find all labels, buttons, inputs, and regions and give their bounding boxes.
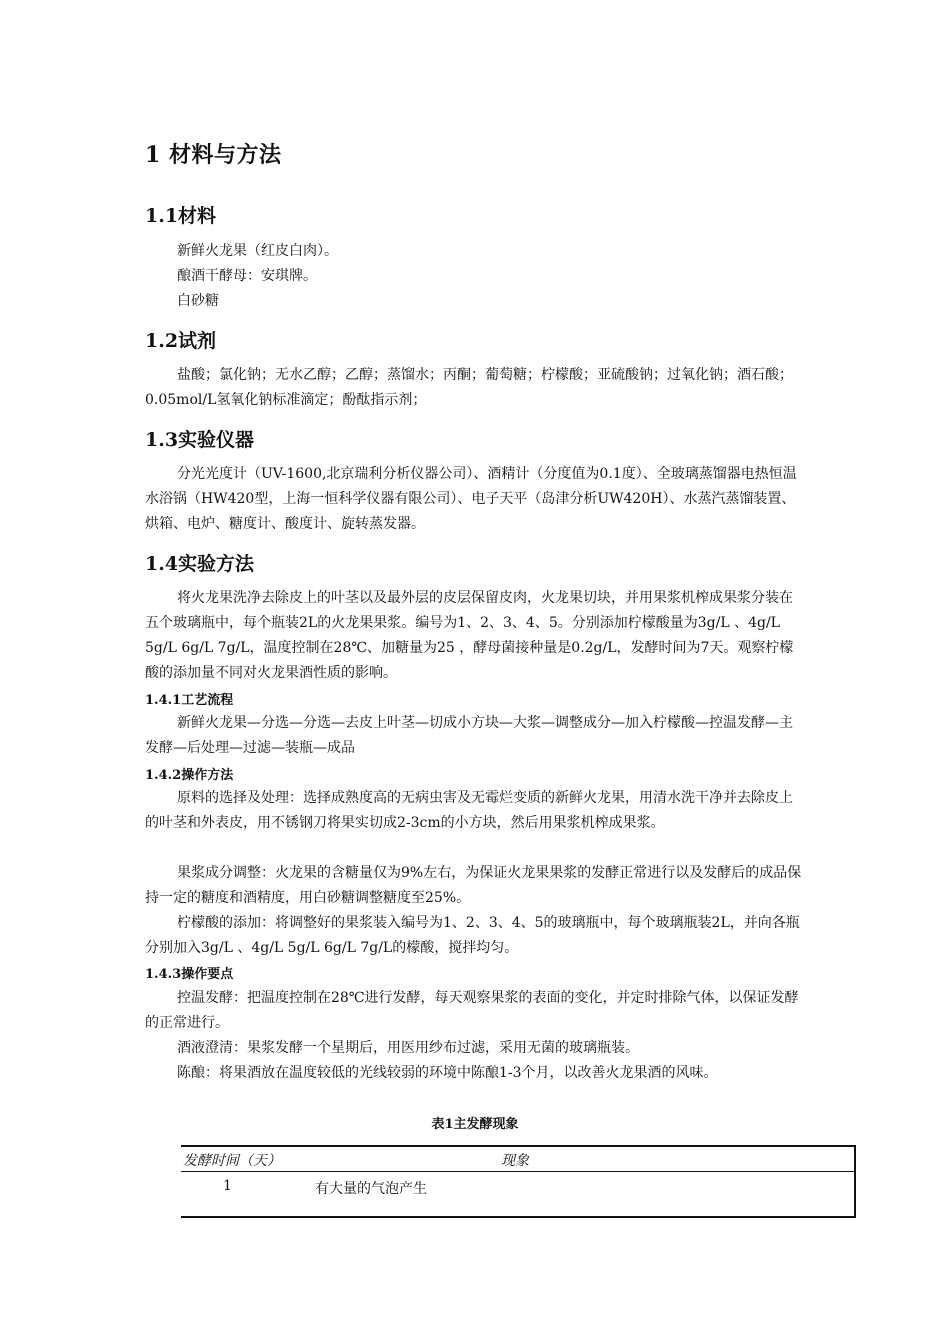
method-paragraph: 将火龙果洗净去除皮上的叶茎以及最外层的皮层保留皮肉，火龙果切块，并用果浆机榨成果浆分装在五个玻璃瓶中，每个瓶装2L的火龙果果浆。编号为1、2、3、4、5。分别添加柠檬酸量为3g/L 、4g/L 5g/L 6g/L 7g/L，温度控制在28℃、加糖量为25 ，酵母菌接种量是0.2g/L，发酵时间为7天。观察柠檬酸的添加量不同对火龙果酒性质的影响。 (145, 590, 794, 681)
operation-paragraph: 果浆成分调整：火龙果的含糖量仅为9%左右，为保证火龙果果浆的发酵正常进行以及发酵后的成品保持一定的糖度和酒精度，用白砂糖调整糖度至25%。 (145, 865, 802, 906)
heading-reagents: 1.2试剂 (145, 330, 217, 352)
table-header-rule (181, 1171, 856, 1172)
table-top-rule (181, 1145, 856, 1147)
heading-operation: 1.4.2操作方法 (145, 768, 234, 783)
section-title: 1 材料与方法 (145, 142, 282, 168)
materials-line: 新鲜火龙果（红皮白肉）。 (177, 243, 338, 259)
heading-instruments: 1.3实验仪器 (145, 429, 255, 451)
materials-line: 白砂糖 (177, 293, 219, 309)
table-bottom-rule (181, 1216, 856, 1218)
reagents-paragraph: 盐酸；氯化钠；无水乙醇；乙醇；蒸馏水；丙酮；葡萄糖；柠檬酸；亚硫酸钠；过氧化钠；酒石酸；0.05mol/L氢氧化钠标准滴定；酚酞指示剂； (145, 367, 793, 408)
table-header-time: 发酵时间（天） (183, 1153, 281, 1169)
key-points-paragraph: 酒液澄清：果浆发酵一个星期后，用医用纱布过滤，采用无菌的玻璃瓶装。 (177, 1040, 639, 1056)
key-points-paragraph: 陈酿：将果酒放在温度较低的光线较弱的环境中陈酿1-3个月，以改善火龙果酒的风味。 (177, 1065, 718, 1081)
operation-paragraph: 柠檬酸的添加：将调整好的果浆装入编号为1、2、3、4、5的玻璃瓶中，每个玻璃瓶装2L，并向各瓶分别加入3g/L 、4g/L 5g/L 6g/L 7g/L的檬酸，搅拌均匀。 (145, 915, 800, 956)
table-caption: 表1主发酵现象 (431, 1117, 519, 1132)
table-cell-phenomenon: 有大量的气泡产生 (315, 1181, 427, 1197)
heading-process-flow: 1.4.1工艺流程 (145, 693, 234, 708)
table-cell-day: 1 (223, 1178, 232, 1194)
fermentation-table (181, 1145, 856, 1218)
operation-paragraph: 原料的选择及处理：选择成熟度高的无病虫害及无霉烂变质的新鲜火龙果，用清水洗干净并去除皮上的叶茎和外表皮，用不锈钢刀将果实切成2-3cm的小方块，然后用果浆机榨成果浆。 (145, 790, 793, 831)
materials-line: 酿酒干酵母：安琪牌。 (177, 268, 317, 284)
process-flow-paragraph: 新鲜火龙果—分选—分选—去皮上叶茎—切成小方块—大浆—调整成分—加入柠檬酸—控温发酵—主发酵—后处理—过滤—装瓶—成品 (145, 715, 793, 756)
instruments-paragraph: 分光光度计（UV-1600,北京瑞利分析仪器公司）、酒精计（分度值为0.1度）、全玻璃蒸馏器电热恒温水浴锅（HW420型，上海一恒科学仪器有限公司）、电子天平（岛津分析UW420H）、水蒸汽蒸馏装置、烘箱、电炉、糖度计、酸度计、旋转蒸发器。 (145, 466, 797, 532)
key-points-paragraph: 控温发酵：把温度控制在28℃进行发酵，每天观察果浆的表面的变化，并定时排除气体，以保证发酵的正常进行。 (145, 990, 799, 1031)
heading-materials: 1.1材料 (145, 205, 217, 227)
table-right-rule (854, 1145, 856, 1218)
heading-key-points: 1.4.3操作要点 (145, 967, 234, 982)
table-header-phenomenon: 现象 (501, 1153, 529, 1169)
heading-method: 1.4实验方法 (145, 553, 255, 575)
